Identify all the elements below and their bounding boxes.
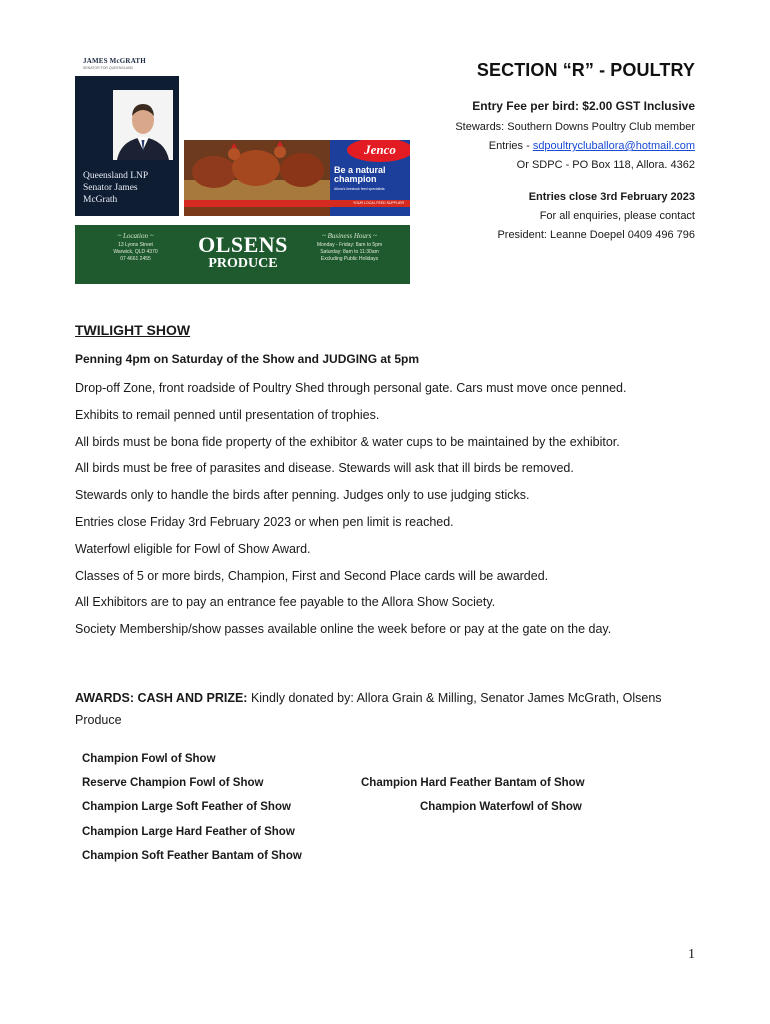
- olsens-location-line: 07 4661 2455: [120, 256, 151, 262]
- president-contact: President: Leanne Doepel 0409 496 796: [497, 229, 695, 241]
- mcgrath-logo-name: JAMES McGRATH: [83, 57, 146, 65]
- olsens-name: OLSENS: [198, 232, 288, 257]
- entries-close-date: Entries close 3rd February 2023: [528, 191, 695, 203]
- olsens-hours-line: Excluding Public Holidays: [320, 256, 379, 262]
- olsens-hours-heading: ~ Business Hours ~: [322, 232, 377, 240]
- rule-item: Classes of 5 or more birds, Champion, First and Second Place cards will be awarded.: [75, 568, 549, 583]
- enquiries-text: For all enquiries, please contact: [539, 210, 695, 222]
- rule-item: Society Membership/show passes available online the week before or pay at the gate on the day.: [75, 622, 612, 637]
- prize-item: Champion Fowl of Show: [82, 753, 216, 765]
- prize-item: Champion Large Hard Feather of Show: [82, 826, 295, 838]
- prize-item: Reserve Champion Fowl of Show: [82, 777, 264, 789]
- stewards-info: Stewards: Southern Downs Poultry Club member: [455, 121, 695, 133]
- jenco-tagline-small: Allora's livestock feed specialists: [334, 187, 385, 191]
- twilight-show-heading: TWILIGHT SHOW: [75, 322, 191, 338]
- rule-item: All birds must be bona fide property of the exhibitor & water cups to be maintained by the exhibitor.: [75, 434, 620, 449]
- mcgrath-caption-line: McGrath: [83, 195, 118, 205]
- entries-prefix: Entries -: [488, 140, 533, 152]
- rule-item: Entries close Friday 3rd February 2023 or when pen limit is reached.: [75, 514, 454, 529]
- olsens-location-line: Warwick, QLD 4370: [113, 249, 158, 255]
- olsens-location-heading: ~ Location ~: [117, 232, 154, 240]
- page-number: 1: [688, 947, 695, 962]
- postal-address: Or SDPC - PO Box 118, Allora. 4362: [516, 159, 695, 171]
- rule-item: Waterfowl eligible for Fowl of Show Award.: [75, 541, 311, 556]
- mcgrath-logo: [83, 57, 183, 70]
- rule-item: Exhibits to remail penned until presentation of trophies.: [75, 407, 380, 422]
- awards-paragraph: [75, 687, 685, 731]
- mcgrath-caption-line: Senator James: [83, 183, 138, 193]
- jenco-logo: Jenco: [347, 140, 410, 162]
- olsens-location: [83, 225, 188, 284]
- mcgrath-sponsor-card: [75, 76, 179, 216]
- mcgrath-caption: [83, 170, 173, 206]
- rule-item: Drop-off Zone, front roadside of Poultry Shed through personal gate. Cars must move once penned.: [75, 381, 627, 395]
- section-header: [375, 60, 695, 245]
- prize-item: Champion Hard Feather Bantam of Show: [361, 777, 585, 789]
- jenco-red-bar: YOUR LOCAL FEED SUPPLIER: [184, 200, 410, 207]
- rule-item: All Exhibitors are to pay an entrance fee payable to the Allora Show Society.: [75, 595, 496, 610]
- entry-fee: Entry Fee per bird: $2.00 GST Inclusive: [472, 99, 695, 113]
- awards-donors: Kindly donated by: Allora Grain & Milling, Senator James McGrath, Olsens Produce: [75, 691, 662, 727]
- prize-item: Champion Soft Feather Bantam of Show: [82, 850, 302, 862]
- prize-item: Champion Waterfowl of Show: [420, 801, 582, 813]
- mcgrath-logo-sub: SENATOR FOR QUEENSLAND: [83, 66, 134, 70]
- rule-item: Stewards only to handle the birds after penning. Judges only to use judging sticks.: [75, 488, 530, 503]
- rules-list: [75, 375, 715, 643]
- prize-item: Champion Large Soft Feather of Show: [82, 801, 291, 813]
- senator-photo: [113, 90, 173, 160]
- olsens-location-line: 13 Lyons Street: [118, 242, 153, 248]
- olsens-produce: PRODUCE: [208, 256, 278, 271]
- mcgrath-caption-line: Queensland LNP: [83, 171, 149, 181]
- entries-email-link[interactable]: sdpoultrycluballora@hotmail.com: [532, 140, 695, 152]
- jenco-tagline: Be a natural champion: [334, 165, 386, 184]
- awards-label: AWARDS: CASH AND PRIZE:: [75, 691, 248, 705]
- olsens-hours-line: Monday - Friday: 8am to 5pm: [316, 242, 383, 248]
- section-title: SECTION “R” - POULTRY: [476, 60, 695, 80]
- olsens-logo: [193, 234, 293, 272]
- olsens-hours-line: Saturday: 8am to 11:30am: [320, 249, 379, 255]
- penning-times: Penning 4pm on Saturday of the Show and JUDGING at 5pm: [75, 352, 420, 366]
- olsens-advert: [75, 225, 410, 284]
- hens-photo: [184, 140, 334, 200]
- entries-contact: [375, 137, 695, 156]
- rule-item: All birds must be free of parasites and disease. Stewards will ask that ill birds be removed.: [75, 461, 574, 476]
